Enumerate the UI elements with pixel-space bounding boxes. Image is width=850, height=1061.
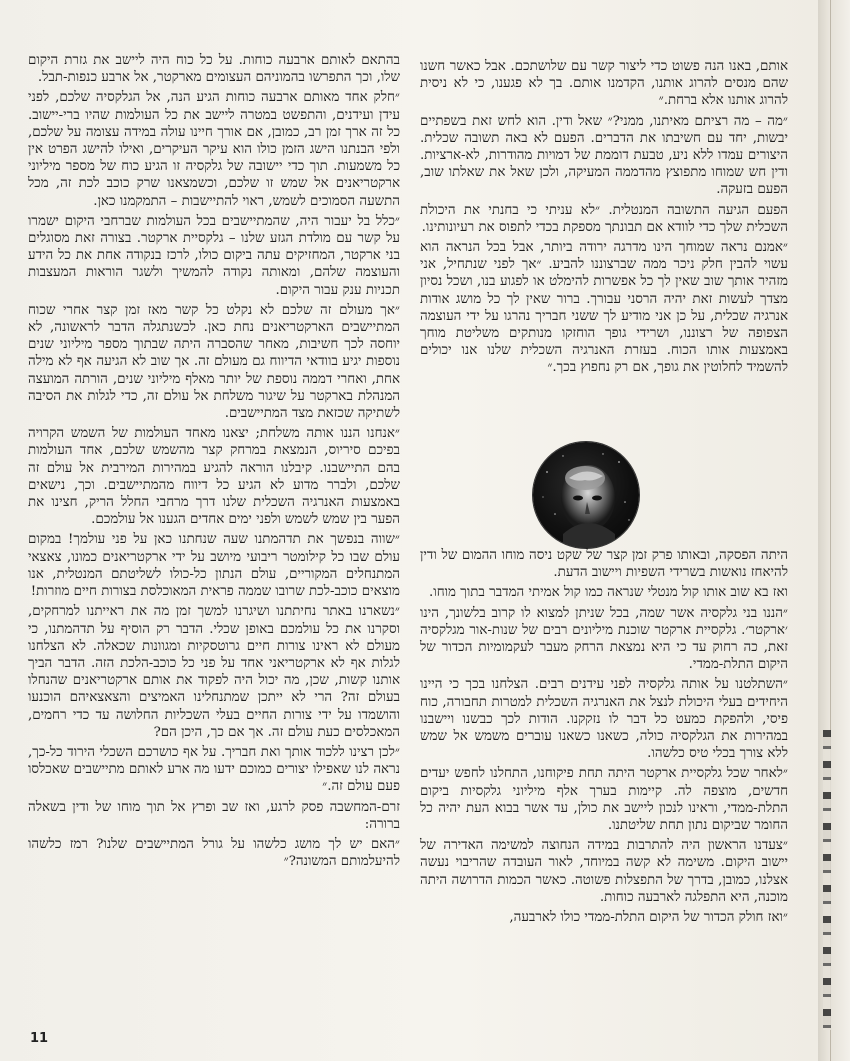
paragraph: ״הננו בני גלקסיה אשר שמה, בכל שניתן למצוא לו קרוב בלשונך, הינו ׳ארקטר׳. גלקסיית ארקטר שוכנת מיליונים רבים של שנות-אור מגלקסיה זאת, כה רחוק עד כי היא נמצאת הרחק מעבר לעקמומיות הכדור של היקום התלת-ממדי. bbox=[420, 605, 788, 673]
text-column-left bbox=[28, 52, 400, 873]
paragraph: ״כלל בל יעבור היה, שהמתיישבים בכל העולמות שברחבי היקום ישמרו על קשר עם מולדת הגזע שלנו – גלקסיית ארקטר. בצורה זאת מסוגלים בני ארקטר, המחזיקים עתה ביקום כולו, לרכז בנקודה אחת את כל הידע והעוצמה שלהם, ומאותה נקודה להמשיך ולשגר הוראות המעצבות תכניות ענק עבור היקום. bbox=[28, 213, 400, 298]
paragraph: ״מה – מה רציתם מאיתנו, ממני?״ שאל ודין. הוא לחש זאת בשפתיים יבשות, יחד עם חשיבתו את הדברים. הפעם לא באה תשובה שכלית. היצורים עמדו ללא ניע, טבעת דוממת של דמויות מהודרות, לא-ארציות. ודין חש שמוחו מתפוצץ מהדממה המעיקה, ולכן שאל את שאלתו שוב, הפעם בזעקה. bbox=[420, 113, 788, 198]
paragraph: ״אך מעולם זה שלכם לא נקלט כל קשר מאז זמן קצר אחרי שכוח המתיישבים הארקטריאנים נחת כאן. לכשנתגלה הדבר לראשונה, לא יוחסה לכך חשיבות, מאחר שהסברה היתה שבתוך מספר מיליוני שנים נוספות יגיע בוודאי הדיווח גם מעולם זה. אך שוב לא הגיעה אף לא מילה אחת, ואחרי דממה נוספת של יותר מאלף מיליוני שנים, הורתה המועצה המנהלת בארקטר על שיגור משלחת אל עולם זה, כדי לגלות את הסיבה לשתיקה שכזאת מצד המתיישבים. bbox=[28, 302, 400, 422]
paragraph: היתה הפסקה, ובאותו פרק זמן קצר של שקט ניסה מוחו ההמום של ודין להיאחז נואשות בשרידי השפיות ויישוב הדעת. bbox=[420, 548, 788, 581]
paragraph: ״נשארנו באתר נחיתתנו ושיגרנו למשך זמן מה את ראייתנו למרחקים, וסקרנו את כל עולמכם באופן שכלי. הדבר רק הוסיף על תדהמתנו, כי מעולם לא ראינו צורות חיים גרוטסקיות ומגוונות שכאלה. לא הצלחנו לגלות אף לא ארקטריאני אחד על פני כל כוכב-הלכת הזה. הדבר הביך אותנו קשות, שכן, מה יכול היה לפקוד את אותם ארקטריאנים שהנחלו בעולם זה? הרי לא ייתכן שמתנחלינו האמיצים והצאצאיהם הוכנעו והושמדו על ידי צורות החיים בעלי השכליות החלושה עד כדי רחמים, המאכלסים כעת עולם זה. אך אם כך, היכן הם? bbox=[28, 604, 400, 740]
alien-face-illustration bbox=[533, 442, 639, 548]
paragraph: אותם, באנו הנה פשוט כדי ליצור קשר עם שלושתכם. אבל כאשר חשנו שהם מנסים להרוג אותנו, הקדמנו אותם. בך לא פגענו, כי לא ניסית להרוג אותנו אלא ברחת.״ bbox=[420, 59, 788, 109]
paragraph: ״האם יש לך מושג כלשהו על גורל המתיישבים שלנו? רמז כלשהו להיעלמותם המשונה?״ bbox=[28, 836, 400, 870]
text-column-right-upper bbox=[420, 58, 788, 380]
binding-marks bbox=[823, 730, 831, 1030]
paragraph: ״אנחנו הננו אותה משלחת; יצאנו מאחד העולמות של השמש הקרויה בפיכם סיריוס, הנמצאת במרחק קצר מהשמש שלכם, אחד העולמות בהם התיישבנו. קיבלנו הוראה להגיע במהירות המירבית אל עולם זה שלכם, ולברר מדוע לא הגיע כל דיווח מהמתיישבים. וכך, נישאים באמצעות האנרגיה השכלית שלנו דרך מרחבי החלל הריק, חצינו את הפער בין שמש לשמש ולפני ימים אחדים הגענו אל עולמכם. bbox=[28, 426, 400, 528]
text-column-right-lower bbox=[420, 547, 788, 929]
paragraph: ״חלק אחד מאותם ארבעה כוחות הגיע הנה, אל הגלקסיה שלכם, לפני עידן ועידנים, והתפשט במטרה ליישב את כל העולמות שהיו ברי-יישוב. כל זה ארך זמן רב, כמובן, אם אורך חיינו עולה במידה עצומה על שלכם, ולפי הבנתנו הישג הזמן כולו הוא עיקר העיקרים, ואילו להישג הפרט אין כל משמעות. תוך כדי יישובה של גלקסיה זו הגיע כוח של מספר מיליוני ארקטריאנים אל שמש זו שלכם, וכשמצאנו שרק כוכב לכת זה, מכל התשעה הסמוכים לשמש, ראוי להתיישבות – התמקמנו כאן. bbox=[28, 90, 400, 209]
paragraph: ״לכן רצינו ללכוד אותך ואת חבריך. על אף כושרכם השכלי הירוד כל-כך, נראה לנו שאפילו יצורים כמוכם ידעו מה ארע לאותם מתיישבים שאכלסו פעם עולם זה.״ bbox=[28, 744, 400, 795]
paragraph: ״לאחר שכל גלקסיית ארקטר היתה תחת פיקוחנו, התחלנו לחפש יעדים חדשים, מוצפה לה. קיימות בערך אלף מיליוני גלקסיות ביקום התלת-ממדי, וראינו לנכון ליישב את כולן, עד אשר בבוא העת יהיה כל החומר שביקום נתון תחת שליטתנו. bbox=[420, 766, 788, 834]
paragraph: ״השתלטנו על אותה גלקסיה לפני עידנים רבים. הצלחנו בכך כי היינו היחידים בעלי היכולת לנצל את האנרגיה השכלית למטרות תחבורה, כוח פיסי, ולהפקת כמעט כל דבר לו נזקקנו. הודות לכך כבשנו ויישבנו במהירות את הגלקסיה כולה, כשאנו כשאנו עוברים משמש אל שמש ללא צורך בכלי טיס כלשהו. bbox=[420, 677, 788, 762]
alien-head-icon bbox=[533, 442, 639, 548]
page-edge-outer bbox=[831, 0, 850, 1061]
paragraph: ״שווה בנפשך את תדהמתנו שעה שנחתנו כאן על פני עולמך! במקום עולם שבו כל קילומטר ריבועי מיושב על ידי ארקטריאנים כמונו, צאצאי המתנחלים המקוריים, עולם הנתון כל-כולו לשליטתם המנטלית, אנו מוצאים כוכב-לכת שרובו שממה פראית המאוכלסת בצורות חיים מוזרות! bbox=[28, 532, 400, 600]
paragraph: בהתאם לאותם ארבעה כוחות. על כל כוח היה ליישב את גזרת היקום שלו, וכך התפרשו בהמוניהם העצומים מארקטר, אל ארבע כנפות-תבל. bbox=[28, 53, 400, 86]
page-number: 11 bbox=[30, 1031, 49, 1046]
paragraph: ״ואז חולק הכדור של היקום התלת-ממדי כולו לארבעה, bbox=[509, 910, 788, 926]
paragraph: ״צעדנו הראשון היה להתרבות במידה הנחוצה למשימה האדירה של יישוב היקום. משימה לא קשה במיוחד, לאור העובדה שהריבוי נעשה אצלנו, כמובן, בדרך של התפצלות פשוטה. כאשר הכמות הדרושה היתה מוכנה, היא התפלגה לארבעה כוחות. bbox=[420, 838, 788, 905]
paragraph: ואז בא שוב אותו קול מנטלי שנראה כמו קול אמיתי המדבר בתוך מוחו. bbox=[429, 585, 788, 601]
paragraph: ״אמנם נראה שמוחך הינו מדרגה ירודה ביותר, אבל בכל הנראה הוא עשוי להבין חלק ניכר ממה שברצוננו להביע. ״אך לפני שנתחיל, אני מזהיר אותך שוב שאין לך כל אפשרות להימלט או לפגוע בנו, ושכל נסיון מצדך לעשות זאת יהיה הרסני עבורך. ברור שאין לך כל מושג אודות אנרגיה שכלית, על כן אני מודיע לך ששני חבריך נהרגו על ידי העוצמה הצפופה של רצוננו, ושרידי גופך הוחזקו מנותקים משליטת מוחך באמצעות אותו הכוח. בעזרת האנרגיה השכלית שלנו אנו יכולים להשמיד לחלוטין את גופך, אם רק נחפוץ בכך.״ bbox=[420, 240, 788, 376]
paragraph: זרם-המחשבה פסק לרגע, ואז שב ופרץ אל תוך מוחו של ודין בשאלה ברורה: bbox=[28, 799, 400, 832]
paragraph: הפעם הגיעה התשובה המנטלית. ״לא עניתי כי בחנתי את היכולת השכלית שלך כדי לוודא אם תבונתך מספקת בכדי לתפוס את רעיונותינו. bbox=[420, 202, 788, 235]
